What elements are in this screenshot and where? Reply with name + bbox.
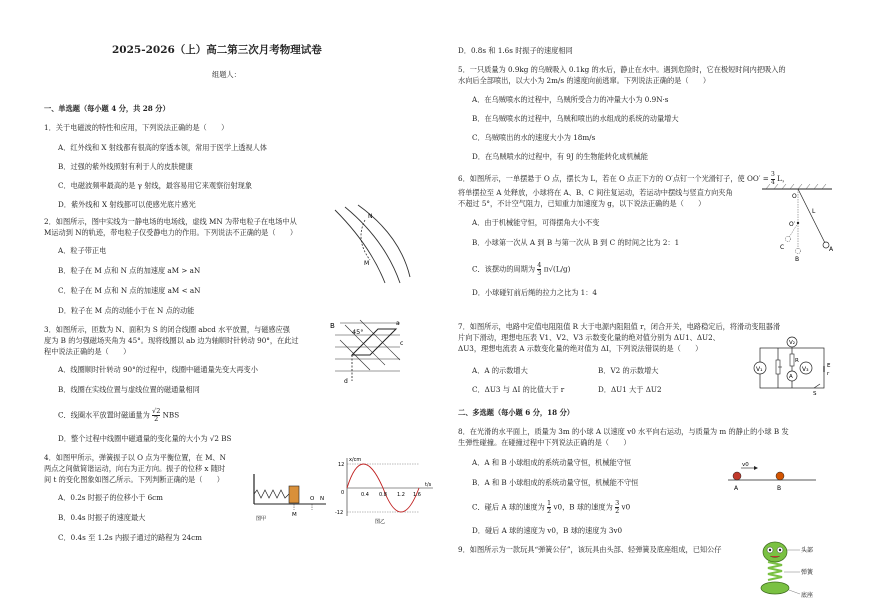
q6-pendulum-figure xyxy=(762,183,837,265)
q4-fig-caption-jia: 图甲 xyxy=(256,516,267,522)
q2-option-d: D．粒子在 M 点的动能小于在 N 点的动能 xyxy=(58,306,195,315)
q5-option-b: B．在乌贼喷水的过程中，乌贼和喷出的水组成的系统的动量增大 xyxy=(472,114,679,123)
q1-option-b: B．过强的紫外线照射有利于人的皮肤健康 xyxy=(58,162,193,171)
q8-option-c-suffix: v0 xyxy=(621,502,631,512)
section-single-choice: 一、单选题（每小题 4 分，共 28 分） xyxy=(44,104,170,113)
q9-toy-figure xyxy=(760,538,830,600)
q4-fig-tick-3: 1.6 xyxy=(413,492,421,498)
q7-fig-e: E xyxy=(827,363,831,369)
q7-option-d: D．ΔU1 大于 ΔU2 xyxy=(598,385,662,394)
q6-option-c-prefix: C．该摆动的周期为 xyxy=(472,264,538,274)
q6-fig-label-c: C xyxy=(780,244,785,251)
q6-fig-label-o: O xyxy=(792,193,797,200)
q7-option-b: B．V2 的示数增大 xyxy=(598,366,659,375)
q2-stem-line1: 2．如图所示，图中实线为一静电场的电场线，虚线 MN 为带电粒子在电场中从 xyxy=(44,217,297,226)
q4-fig-tick-1: 0.8 xyxy=(379,492,387,498)
q6-frac-num: 3 xyxy=(771,171,775,178)
q3-stem-line1: 3．如图所示，匝数为 N、面积为 S 的闭合线圈 abcd 水平放置，与磁感应强 xyxy=(44,325,290,334)
q3-fig-label-a: a xyxy=(396,320,400,327)
q4-option-d: D．0.8s 和 1.6s 时振子的速度相同 xyxy=(458,46,573,55)
q6-c-frac-den: 3 xyxy=(537,269,542,277)
q7-fig-v2: V₂ xyxy=(789,340,795,346)
q9-fig-label-head: 头部 xyxy=(801,547,814,554)
q7-fig-v3: V₃ xyxy=(802,366,809,373)
q4-fig-tick-2: 1.2 xyxy=(397,492,405,498)
q4-stem-line2: 两点之间做简谐运动，向右为正方向。振子的位移 x 随时 xyxy=(44,464,226,473)
q8-collision-figure xyxy=(728,462,818,492)
q3-c-frac-num: √2 xyxy=(152,407,161,415)
q3-fig-label-d: d xyxy=(344,378,348,385)
q5-stem-line1: 5．一只质量为 0.9kg 的乌贼吸入 0.1kg 的水后，静止在水中。遇到危险时，它在极短时间内把吸入的 xyxy=(458,65,786,74)
q7-fig-r: R xyxy=(795,358,799,364)
q6-stem-line1-end: L， xyxy=(777,174,790,183)
q6-option-c-fraction xyxy=(537,262,541,277)
q8-option-c-mid: v0，B 球的速度为 xyxy=(553,502,616,512)
q8-c-fraction-1 xyxy=(547,500,551,515)
q6-fig-label-l: L xyxy=(812,208,816,215)
q1-option-d: D．紫外线和 X 射线都可以使感光底片感光 xyxy=(58,200,196,209)
q3-stem-line3: 程中说法正确的是（ ） xyxy=(44,347,131,356)
q5-option-d: D．在乌贼喷水的过程中，有 9J 的生物能转化成机械能 xyxy=(472,152,648,161)
q4-fig-tick-neg12: -12 xyxy=(335,510,344,516)
q8-stem-line2: 生弹性碰撞。在碰撞过程中下列说法正确的是（ ） xyxy=(458,438,631,447)
q3-option-c-suffix: NBS xyxy=(162,410,180,420)
q3-option-d: D．整个过程中线圈中磁通量的变化量的大小为 √2 BS xyxy=(58,434,232,443)
q3-fig-label-angle: 45° xyxy=(352,328,364,336)
q4-option-a: A．0.2s 时振子的位移小于 6cm xyxy=(58,493,163,502)
q4-fig-label-o: O xyxy=(310,496,315,502)
q2-option-b: B．粒子在 M 点和 N 点的加速度 aM > aN xyxy=(58,266,201,275)
q3-option-c xyxy=(58,408,179,423)
q2-fig-label-n: N xyxy=(368,213,373,220)
q7-circuit-figure xyxy=(748,340,834,396)
q6-option-c xyxy=(472,262,570,277)
q3-coil-figure xyxy=(330,315,410,387)
q4-fig-tick-0: 0.4 xyxy=(361,492,369,498)
q4-figure-jia xyxy=(252,470,328,520)
q9-stem: 9．如图所示为一款玩具“弹簧公仔”，该玩具由头部、轻弹簧及底座组成，已知公仔 xyxy=(458,545,722,554)
section-multi-choice: 二、多选题（每小题 6 分，18 分） xyxy=(458,408,574,417)
q4-fig-caption-yi: 图乙 xyxy=(375,519,386,525)
q4-fig-tick-12: 12 xyxy=(338,462,345,468)
page-title: 2025-2026（上）高二第三次月考物理试卷 xyxy=(112,44,322,56)
q7-stem-line3: ΔU3，理想电流表 A 示数变化量的绝对值为 ΔI，下列说法错误的是（ ） xyxy=(458,344,703,353)
q4-fig-label-m: M xyxy=(292,512,297,518)
q8-option-d: D．碰后 A 球的速度为 v0，B 球的速度为 3v0 xyxy=(472,526,623,535)
q1-option-a: A．红外线和 X 射线都有很高的穿透本领，常用于医学上透视人体 xyxy=(58,143,267,152)
q8-option-c-prefix: C．碰后 A 球的速度为 xyxy=(472,502,548,512)
q4-option-b: B．0.4s 时振子的速度最大 xyxy=(58,513,146,522)
q4-fig-origin: 0 xyxy=(341,490,345,496)
q9-fig-label-base: 底座 xyxy=(801,592,814,599)
q4-option-c: C．0.4s 至 1.2s 内振子通过的路程为 24cm xyxy=(58,533,202,542)
q8-c-fraction-2 xyxy=(615,500,619,515)
q6-fig-label-a: A xyxy=(829,246,834,253)
q1-stem: 1．关于电磁波的特性和应用，下列说法正确的是（ ） xyxy=(44,123,229,132)
q3-c-frac-den: 2 xyxy=(154,415,159,423)
q8-fig-label-b: B xyxy=(777,485,782,492)
q6-frac-den: 4 xyxy=(771,178,775,186)
q6-stem-line1-text: 6．如图所示，一单摆悬于 O 点，摆长为 L，若在 O 点正下方的 O′点钉一个光滑钉子，使 OO′ = xyxy=(458,174,772,183)
q6-stem-line1 xyxy=(458,172,789,186)
q2-option-a: A．粒子带正电 xyxy=(58,246,107,255)
q1-option-c: C．电磁波频率最高的是 γ 射线，最容易用它来观察衍射现象 xyxy=(58,181,253,190)
q3-option-a: A．线圈顺时针转动 90°的过程中，线圈中磁通量先变大再变小 xyxy=(58,365,258,374)
q8-option-b: B．A 和 B 小球组成的系统动量守恒，机械能不守恒 xyxy=(472,478,639,487)
q6-fig-label-oprime: O′ xyxy=(789,221,796,228)
q8-c-frac1-den: 2 xyxy=(547,507,552,515)
q4-fig-xaxis-label: t/s xyxy=(425,482,432,488)
q8-fig-label-a: A xyxy=(734,485,739,492)
q5-option-c: C．乌贼喷出的水的速度大小为 18m/s xyxy=(472,133,596,142)
q7-fig-s: S xyxy=(813,391,817,397)
q8-c-frac1-num: 1 xyxy=(547,499,552,507)
q3-fig-label-c: c xyxy=(400,340,404,347)
q8-stem-line1: 8．在光滑的水平面上，质量为 3m 的小球 A 以速度 v0 水平向右运动，与质量为 m 的静止的小球 B 发 xyxy=(458,427,789,436)
q2-option-c: C．粒子在 M 点和 N 点的加速度 aM < aN xyxy=(58,286,201,295)
q2-stem-line2: M运动到 N的轨迹，带电粒子仅受静电力的作用。下列说法不正确的是（ ） xyxy=(44,228,298,237)
q6-option-d: D．小球碰钉前后绳的拉力之比为 1：4 xyxy=(472,288,598,297)
q9-fig-label-spring: 弹簧 xyxy=(801,569,814,576)
q6-option-a: A．由于机械能守恒，可得摆角大小不变 xyxy=(472,218,600,227)
q4-fig-yaxis-label: x/cm xyxy=(349,457,362,463)
q5-stem-line2: 水向后全部喷出，以大小为 2m/s 的速度向前逃窜。下列说法正确的是（ ） xyxy=(458,76,711,85)
q7-fig-a: A xyxy=(789,374,793,380)
q2-field-figure xyxy=(330,205,410,285)
q4-stem-line1: 4．如图甲所示，弹簧振子以 O 点为平衡位置，在 M、N xyxy=(44,453,226,462)
q3-stem-line2: 度为 B 的匀强磁场夹角为 45°。现将线圈以 ab 边为轴顺时针转动 90°，在此过 xyxy=(44,336,299,345)
q8-c-frac2-num: 3 xyxy=(615,499,620,507)
q6-c-frac-num: 4 xyxy=(537,261,542,269)
q6-option-c-suffix: π√(L/g) xyxy=(543,264,571,274)
q3-option-c-prefix: C．线圈水平放置时磁通量为 xyxy=(58,410,153,420)
q3-option-c-fraction xyxy=(152,408,160,423)
q7-fig-v1: V₁ xyxy=(756,366,763,373)
q4-figure-yi xyxy=(335,456,435,524)
q7-stem-line2: 片向下滑动，理想电压表 V1、V2、V3 示数变化量的绝对值分别为 ΔU1、ΔU2、 xyxy=(458,333,720,342)
q8-option-a: A．A 和 B 小球组成的系统动量守恒，机械能守恒 xyxy=(472,458,632,467)
q4-stem-line3: 间 t 的变化图象如图乙所示。下列判断正确的是（ ） xyxy=(44,475,224,484)
q2-fig-label-m: M xyxy=(364,260,370,267)
q8-c-frac2-den: 2 xyxy=(615,507,620,515)
q6-option-b: B．小球第一次从 A 到 B 与第一次从 B 到 C 的时间之比为 2：1 xyxy=(472,238,680,247)
q8-option-c xyxy=(472,500,630,515)
q7-option-c: C．ΔU3 与 ΔI 的比值大于 r xyxy=(472,385,565,394)
q3-option-b: B．线圈在实线位置与虚线位置的磁通量相同 xyxy=(58,385,200,394)
author-line: 组题人： xyxy=(212,70,241,79)
q4-fig-label-n: N xyxy=(320,496,325,502)
q7-stem-line1: 7．如图所示，电路中定值电阻阻值 R 大于电源内阻阻值 r，闭合开关，电路稳定后，将滑动变阻器滑 xyxy=(458,322,781,331)
q6-stem-line2: 将单摆拉至 A 处释放，小球将在 A、B、C 间往复运动，若运动中摆线与竖直方向夹角 xyxy=(458,188,733,197)
q6-fig-label-b: B xyxy=(795,256,800,263)
q3-fig-label-b: B xyxy=(330,322,335,330)
q7-fig-ri: r xyxy=(827,371,830,377)
q5-option-a: A．在乌贼喷水的过程中，乌贼所受合力的冲量大小为 0.9N·s xyxy=(472,95,669,104)
q6-stem-line3: 不超过 5°，不计空气阻力，已知重力加速度为 g，以下说法正确的是（ ） xyxy=(458,199,706,208)
q7-option-a: A．A 的示数增大 xyxy=(472,366,528,375)
q8-fig-v0: v0 xyxy=(742,462,749,468)
